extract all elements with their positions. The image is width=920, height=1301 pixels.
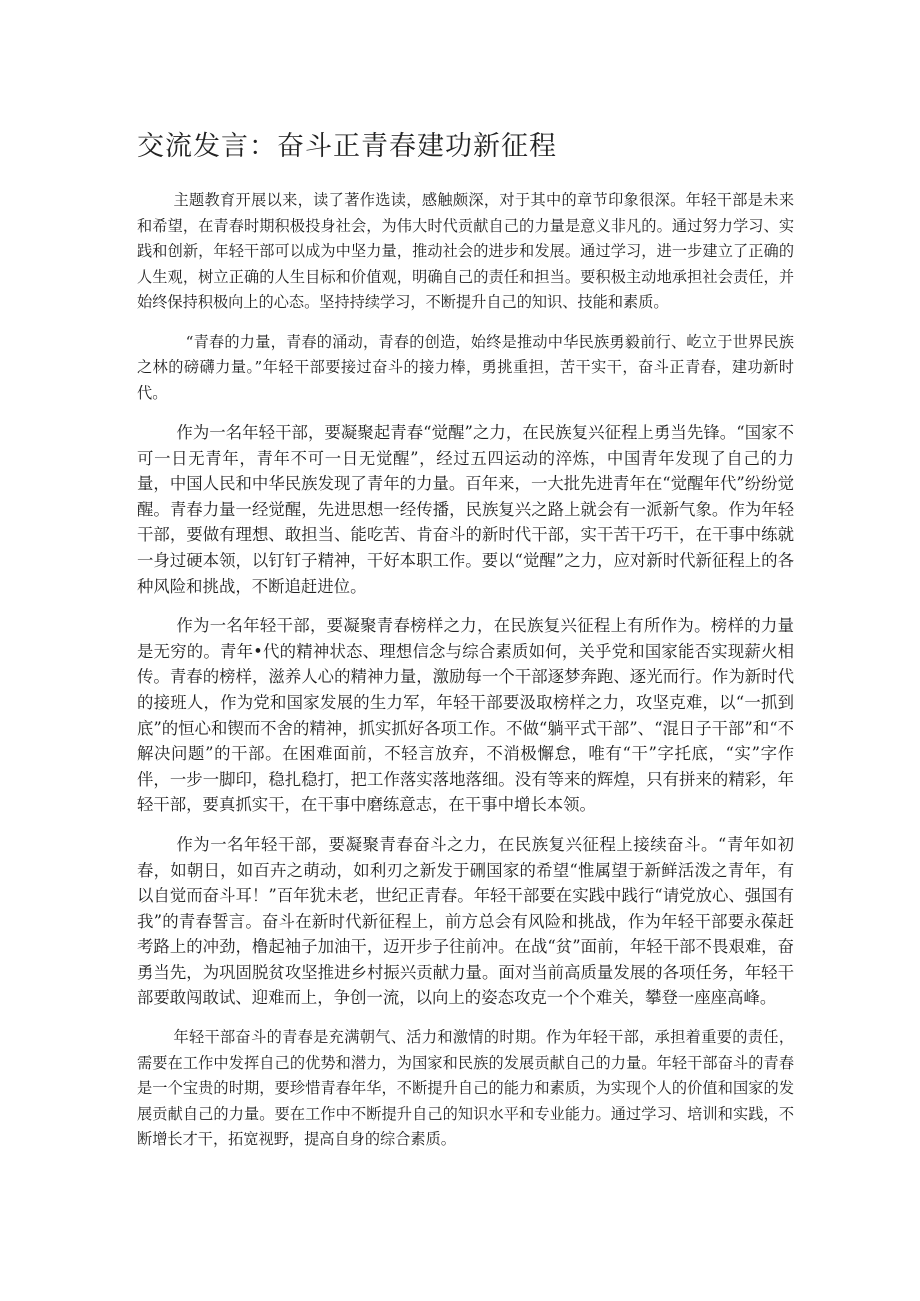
- paragraph-role-model: 作为一名年轻干部，要凝聚青春榜样之力，在民族复兴征程上有所作为。榜样的力量是无穷的。青年•代的精神状态、理想信念与综合素质如何，关乎党和国家能否实现薪火相传。青春的榜样，滋养人心的精神力量，激励每一个干部逐梦奔跑、逐光而行。作为新时代的接班人，作为党和国家发展的生力军，年轻干部要汲取榜样之力，攻坚克难，以“一抓到底”的恒心和锲而不舍的精神，抓实抓好各项工作。不做“躺平式干部”、“混日子干部”和“不解决问题”的干部。在困难面前，不轻言放弃，不消极懈怠，唯有“干”字托底，“实”字作伴，一步一脚印，稳扎稳打，把工作落实落地落细。没有等来的辉煌，只有拼来的精彩，年轻干部，要真抓实干，在干事中磨练意志，在干事中增长本领。: [137, 616, 794, 815]
- paragraph-intro: 主题教育开展以来，读了著作选读，感触颇深，对于其中的章节印象很深。年轻干部是未来和希望，在青春时期积极投身社会，为伟大时代贡献自己的力量是意义非凡的。通过努力学习、实践和创新，年轻干部可以成为中坚力量，推动社会的进步和发展。通过学习，进一步建立了正确的人生观，树立正确的人生目标和价值观，明确自己的责任和担当。要积极主动地承担社会责任，并始终保持积极向上的心态。坚持持续学习，不断提升自己的知识、技能和素质。: [137, 191, 794, 311]
- paragraph-quote: “青春的力量，青春的涌动，青春的创造，始终是推动中华民族勇毅前行、屹立于世界民族之林的磅礴力量。”年轻干部要接过奋斗的接力棒，勇挑重担，苦干实干，奋斗正青春，建功新时代。: [137, 332, 794, 402]
- paragraph-awakening: 作为一名年轻干部，要凝聚起青春“觉醒”之力，在民族复兴征程上勇当先锋。“国家不可一日无青年，青年不可一日无觉醒”，经过五四运动的淬炼，中国青年发现了自己的力量，中国人民和中华民族发现了青年的力量。百年来，一大批先进青年在“觉醒年代”纷纷觉醒。青春力量一经觉醒，先进思想一经传播，民族复兴之路上就会有一派新气象。作为年轻干部，要做有理想、敢担当、能吃苦、肯奋斗的新时代干部，实干苦干巧干，在干事中练就一身过硬本领，以钉钉子精神，干好本职工作。要以“觉醒”之力，应对新时代新征程上的各种风险和挑战，不断追赶进位。: [137, 423, 794, 596]
- document-body: [137, 130, 794, 1167]
- page-title: 交流发言：奋斗正青春建功新征程: [137, 131, 557, 162]
- paragraph-striving: 作为一名年轻干部，要凝聚青春奋斗之力，在民族复兴征程上接续奋斗。“青年如初春，如朝日，如百卉之萌动，如利刃之新发于硎国家的希望“惟属望于新鲜活泼之青年，有以自觉而奋斗耳！”百年犹未老，世纪正青春。年轻干部要在实践中践行“请党放心、强国有我”的青春誓言。奋斗在新时代新征程上，前方总会有风险和挑战，作为年轻干部要永葆赶考路上的冲劲，橹起袖子加油干，迈开步子往前冲。在战“贫”面前，年轻干部不畏艰难，奋勇当先，为巩固脱贫攻坚推进乡村振兴贡献力量。面对当前高质量发展的各项任务，年轻干部要敢闯敢试、迎难而上，争创一流，以向上的姿态攻克一个个难关，攀登一座座高峰。: [137, 834, 794, 1008]
- paragraph-conclusion: 年轻干部奋斗的青春是充满朝气、活力和激情的时期。作为年轻干部，承担着重要的责任，需要在工作中发挥自己的优势和潜力，为国家和民族的发展贡献自己的力量。年轻干部奋斗的青春是一个宝贵的时期，要珍惜青春年华，不断提升自己的能力和素质，为实现个人的价值和国家的发展贡献自己的力量。要在工作中不断提升自己的知识水平和专业能力。通过学习、培训和实践，不断增长才干，拓宽视野，提高自身的综合素质。: [137, 1028, 794, 1149]
